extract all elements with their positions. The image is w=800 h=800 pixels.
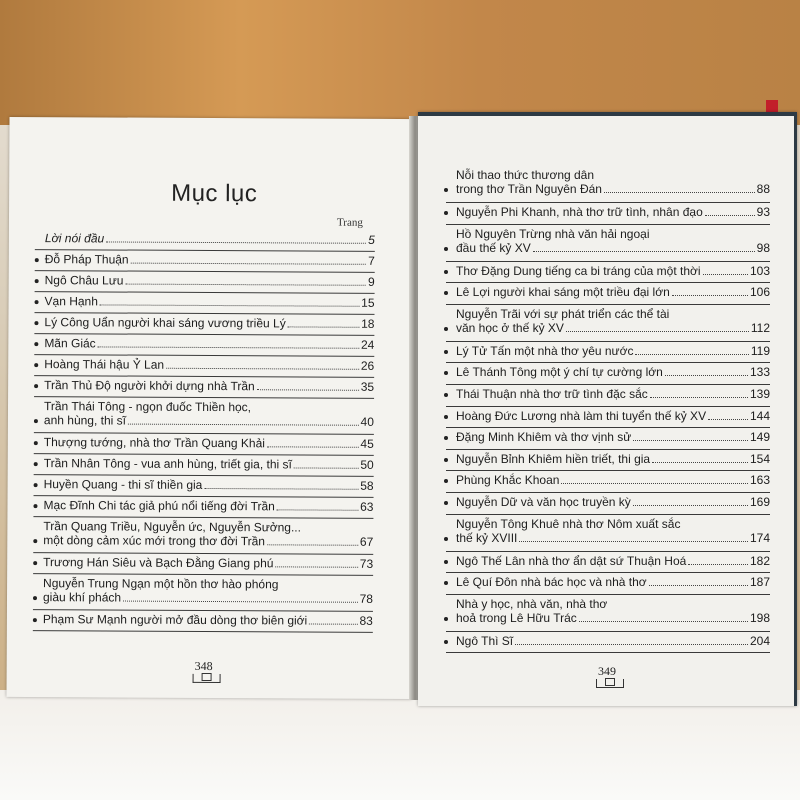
toc-entry [456,264,770,278]
dot-leader [277,508,358,510]
toc-entry [456,344,770,358]
toc-entry-page: 24 [360,337,375,352]
toc-entry-title: Lê Quí Đôn nhà bác học và nhà thơ [456,575,647,590]
dot-leader [665,374,748,376]
ornament-icon [193,674,221,683]
toc-entry-page: 50 [360,457,374,472]
dot-leader [267,543,358,545]
toc-entry-title: Lời nói đầu [44,231,105,246]
row-rule [446,470,770,471]
toc-entry-title-continued: giàu khí phách [42,590,122,605]
toc-entry-row [456,495,770,509]
row-rule [446,427,770,428]
toc-entry-row [456,409,770,423]
toc-entry [43,612,373,628]
left-page [6,117,414,699]
toc-entry-page: 169 [749,495,770,509]
toc-entry-page: 163 [749,473,770,488]
toc-entry [456,307,770,335]
toc-entry-page: 112 [750,320,770,335]
toc-entry-row [44,456,374,472]
toc-entry [45,231,375,247]
dot-leader [204,487,358,490]
dot-leader [515,643,748,645]
toc-entry-row [456,430,770,444]
dot-leader [635,353,748,355]
dot-leader [166,367,359,370]
ornament-icon [596,679,624,688]
row-rule [446,492,770,493]
bullet-icon [444,501,448,505]
page-title: Mục lục [171,179,258,208]
toc-entry-row [456,452,770,466]
bullet-icon [444,247,448,251]
dot-leader [649,584,748,586]
dot-leader [633,439,748,441]
toc-entry [456,517,770,545]
toc-entry-page: 98 [756,240,770,255]
dot-leader [100,303,359,306]
bullet-icon [444,458,448,462]
dot-leader [579,620,748,622]
bullet-icon [35,279,39,283]
row-rule [446,594,770,595]
toc-entry [43,555,373,571]
toc-entry-title: Trương Hán Siêu và Bạch Đằng Giang phú [43,555,274,571]
toc-entry-row [44,435,374,451]
row-rule [446,304,770,305]
toc-entry-row [456,365,770,379]
bullet-icon [35,300,39,304]
dot-leader [288,325,359,327]
dot-leader [705,214,755,216]
dot-leader [672,294,748,296]
bullet-icon [33,539,37,543]
toc-entry [44,336,374,352]
toc-entry-row [456,264,770,278]
row-rule [446,362,770,363]
bullet-icon [444,436,448,440]
toc-entry-title: Trần Quang Triều, Nguyễn ức, Nguyễn Sưởng... [43,519,302,535]
dot-leader [633,504,748,506]
toc-entry-row [456,344,770,358]
toc-entry-page: 198 [749,610,770,625]
toc-entry-title: Nguyễn Trãi với sự phát triển các thể tài [456,306,670,321]
row-rule [446,406,770,407]
toc-entry-row [44,477,374,493]
toc-entry-page: 88 [756,182,770,196]
bullet-icon [34,462,38,466]
row-rule [446,224,770,225]
toc-entry-page: 93 [756,205,770,219]
toc-entry-title: Nỗi thao thức thương dân [456,168,595,182]
dot-leader [98,345,359,348]
toc-entry-page: 204 [749,633,770,648]
toc-entry-page: 154 [749,451,770,466]
toc-entry-page: 63 [360,499,374,514]
toc-entry-title-continued: trong thơ Trần Nguyên Đán [456,182,602,196]
dot-leader [652,461,748,463]
bullet-icon [33,561,37,565]
page-number: 348 [194,658,213,674]
row-rule [33,630,373,633]
toc-entry-title: Ngô Thì Sĩ [456,633,514,648]
bullet-icon [34,321,38,325]
toc-entry-title: Nguyễn Dữ và văn học truyền kỳ [456,495,631,509]
bullet-icon [34,363,38,367]
row-rule [446,572,770,573]
toc-entry-page: 187 [749,575,770,590]
bullet-icon [444,327,448,331]
toc-entry-title: Nhà y học, nhà văn, nhà thơ [456,596,608,611]
toc-entry [456,409,770,423]
wooden-table-edge [0,0,800,125]
bullet-icon [34,384,38,388]
toc-entry-row [456,554,770,568]
toc-entry-page: 106 [749,285,770,300]
bullet-icon [34,419,38,423]
toc-entry-title: Mạc Đĩnh Chi tác giả phú nổi tiếng đời Trần [43,498,275,514]
toc-entry-row [43,533,373,549]
toc-entry-row [45,231,375,247]
dot-leader [123,600,358,603]
toc-entry-title-continued: thế kỷ XVIII [456,530,518,545]
bullet-icon [34,441,38,445]
toc-entry-row [456,634,770,648]
toc-entry-page: 73 [359,556,374,571]
toc-entry-row [44,378,374,394]
toc-entry [456,473,770,487]
toc-entry-title: Mãn Giác [44,336,96,351]
toc-entry-row [43,590,373,606]
bullet-icon [34,342,38,346]
toc-entry [456,452,770,466]
toc-entry [456,575,770,589]
toc-entry-row [44,413,374,429]
toc-entry-row [43,555,373,571]
bullet-icon [444,188,448,192]
toc-entry [456,168,770,196]
bullet-icon [33,596,37,600]
toc-entry-row [44,357,374,373]
dot-leader [267,445,359,447]
toc-entry-title: Trần Thủ Độ người khởi dựng nhà Trần [44,378,255,394]
toc-entry [45,252,375,268]
row-rule [446,341,770,342]
toc-entry-title: Nguyễn Tông Khuê nhà thơ Nôm xuất sắc [456,516,681,531]
bullet-icon [444,581,448,585]
bullet-icon [444,371,448,375]
toc-entry-page: 5 [368,232,375,247]
toc-entry-row [45,252,375,268]
toc-entry [456,365,770,379]
toc-entry [456,634,770,648]
toc-entry-page: 67 [359,534,374,549]
toc-entry [456,495,770,509]
bullet-icon [444,537,448,541]
toc-entry-page: 174 [749,530,770,545]
toc-entry-row [44,336,374,352]
bullet-icon [444,393,448,397]
bullet-icon [444,560,448,564]
row-rule [446,261,770,262]
dot-leader [294,466,358,468]
row-rule [446,551,770,552]
toc-entry [44,378,374,394]
toc-entry-title: Lê Thánh Tông một ý chí tự cường lớn [456,365,663,380]
toc-entry-page: 144 [749,408,770,423]
toc-entry-title: Hoàng Đức Lương nhà làm thi tuyển thế kỷ XV [456,408,707,423]
bullet-icon [33,504,37,508]
row-rule [446,631,770,632]
row-rule [446,652,770,653]
toc-entry-title: Lý Tử Tấn một nhà thơ yêu nước [456,343,634,358]
bullet-icon [35,258,39,262]
toc-entry-page: 40 [360,414,374,429]
toc-entry [43,498,373,514]
dot-leader [688,563,748,565]
row-rule [446,282,770,283]
toc-entry-title: Thượng tướng, nhà thơ Trần Quang Khải [43,435,265,451]
bullet-icon [444,291,448,295]
bullet-icon [444,211,448,215]
toc-entry-row [456,182,770,196]
toc-entry [44,357,374,373]
toc-entry-title-continued: anh hùng, thi sĩ [43,413,127,428]
toc-entry-row [43,498,373,514]
toc-entry-title: Thơ Đặng Dung tiếng ca bi tráng của một thời [456,263,701,278]
toc-entry-title: Lý Công Uẩn người khai sáng vương triều Lý [44,315,286,331]
toc-entry-page: 45 [360,436,374,451]
toc-entry-title: Nguyễn Trung Ngạn một hồn thơ hào phóng [43,576,279,592]
toc-entry-row [44,315,374,331]
toc-entry [456,387,770,401]
toc-entry [44,477,374,493]
toc-entry-page: 9 [367,274,375,289]
toc-entry-row [45,273,375,289]
toc-entry-title: Trần Thái Tông - ngọn đuốc Thiền học, [43,399,252,415]
toc-entry-title: Vạn Hạnh [44,294,98,309]
toc-entry-row [456,285,770,299]
toc-entry-page: 78 [359,591,374,606]
bullet-icon [33,618,37,622]
toc-entry-title: Ngô Thế Lân nhà thơ ẩn dật sứ Thuận Hoá [456,553,687,568]
toc-entry-page: 103 [749,263,770,278]
toc-entry-title: Hồ Nguyên Trừng nhà văn hải ngoại [456,226,650,241]
toc-entry-title: Phùng Khắc Khoan [456,473,560,488]
toc-entry-title: Ngô Châu Lưu [44,273,124,288]
bullet-icon [444,640,448,644]
table-foreground [0,690,800,800]
dot-leader [257,388,359,391]
toc-entry [456,205,770,219]
dot-leader [309,623,357,625]
toc-entry-page: 35 [360,379,375,394]
dot-leader [519,540,748,542]
dot-leader [106,240,366,243]
toc-entry-title: Đặng Minh Khiêm và thơ vịnh sử [456,430,632,445]
toc-entry-title: Đỗ Pháp Thuận [44,252,129,267]
toc-entry [456,227,770,255]
toc-entry-title: Nguyễn Bỉnh Khiêm hiền triết, thi gia [456,451,651,466]
bullet-icon [444,415,448,419]
bullet-icon [444,350,448,354]
toc-entry-row [456,531,770,545]
toc-entry [45,294,375,310]
toc-entry [43,576,373,606]
toc-entry-page: 139 [749,387,770,401]
bullet-icon [34,483,38,487]
toc-entry-title: Trần Nhân Tông - vua anh hùng, triết gia, thi sĩ [43,456,292,472]
dot-leader [708,418,748,420]
toc-entry-page: 15 [361,295,375,310]
dot-leader [275,565,357,567]
row-rule [446,384,770,385]
toc-entry [456,285,770,299]
toc-entry-page: 26 [360,358,375,373]
toc-entry-title-continued: hoả trong Lê Hữu Trác [456,610,577,625]
dot-leader [533,250,755,252]
toc-entry-page: 149 [749,430,770,445]
toc-entry-title: Thái Thuận nhà thơ trữ tình đặc sắc [456,387,648,401]
toc-entry-title-continued: một dòng cảm xúc mới trong thơ đời Trần [43,533,266,549]
toc-entry-title: Phạm Sư Mạnh người mở đầu dòng thơ biên giới [42,612,308,628]
row-rule [446,449,770,450]
toc-entry-title-continued: đầu thế kỷ XV [456,240,531,255]
dot-leader [128,423,359,426]
toc-entry-row [456,611,770,625]
toc-entry [456,430,770,444]
dot-leader [650,396,748,398]
toc-entry-title: Hoàng Thái hậu Ỷ Lan [44,357,165,372]
bullet-icon [444,617,448,621]
toc-entry-row [456,321,770,335]
dot-leader [604,191,755,193]
toc-entry [44,315,374,331]
toc-entry [44,399,374,429]
toc-entry-title: Nguyễn Phi Khanh, nhà thơ trữ tình, nhân đạo [456,205,703,219]
toc-entry-title-continued: văn học ở thế kỷ XV [456,320,564,335]
bullet-icon [444,479,448,483]
toc-entry-title: Huyền Quang - thi sĩ thiền gia [43,477,203,492]
dot-leader [703,273,748,275]
toc-entry-page: 133 [749,365,770,380]
page-column-header: Trang [336,216,363,229]
bullet-icon [444,270,448,274]
toc-entry [45,273,375,289]
page-number: 349 [598,664,616,678]
toc-entry [44,435,374,451]
toc-entry-page: 182 [749,553,770,568]
toc-entry [456,597,770,625]
toc-entry [44,456,374,472]
dot-leader [566,330,749,332]
toc-entry-page: 58 [360,478,374,493]
dot-leader [561,482,748,484]
toc-entry-page: 18 [361,316,375,331]
toc-entry-row [456,387,770,401]
row-rule [446,202,770,203]
toc-entry-page: 119 [750,343,770,358]
toc-entry-page: 83 [359,613,373,628]
dot-leader [131,262,366,265]
toc-entry-title: Lê Lợi người khai sáng một triều đại lớn [456,285,670,300]
right-page [418,112,797,706]
toc-entry-row [456,241,770,255]
row-rule [446,514,770,515]
toc-entry-page: 7 [368,253,375,268]
toc-entry-row [43,612,373,628]
toc-entry-row [456,575,770,589]
toc-entry-row [456,205,770,219]
toc-entry [43,519,373,549]
toc-entry-row [45,294,375,310]
toc-entry [456,554,770,568]
dot-leader [125,283,366,286]
toc-entry-row [456,473,770,487]
